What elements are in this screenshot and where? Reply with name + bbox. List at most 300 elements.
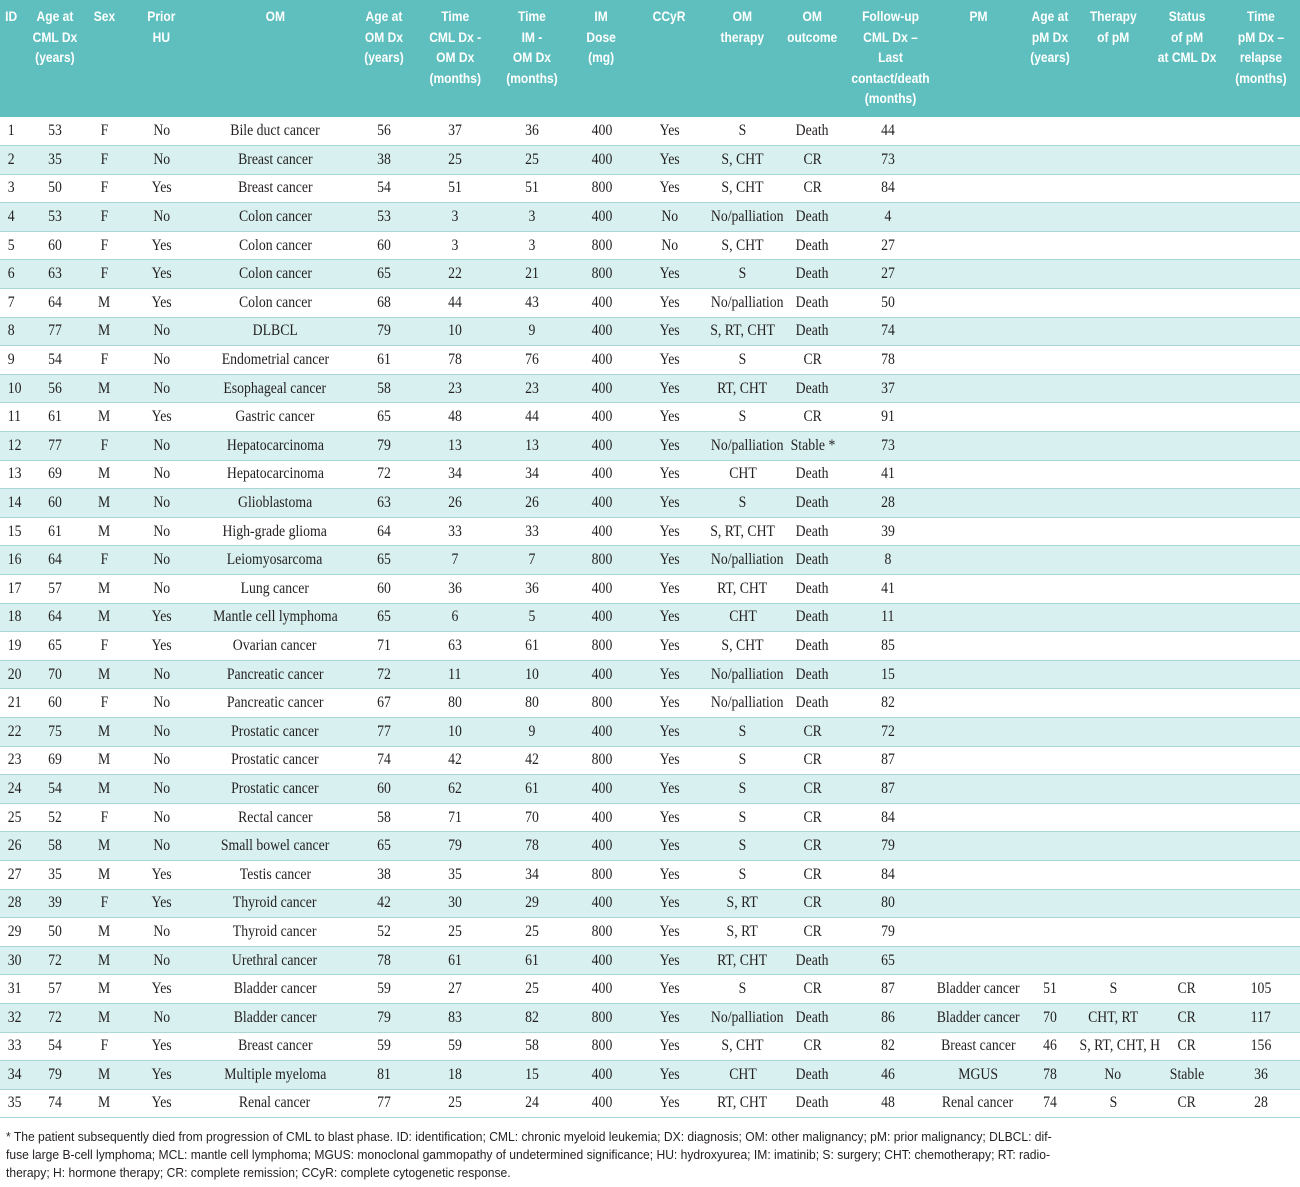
table-cell [124,1061,199,1090]
cell-text: Ovarian cancer [233,636,317,654]
table-cell [845,489,930,518]
cell-text: 64 [48,608,62,626]
table-cell [569,460,634,489]
column-header [1026,0,1073,117]
table-cell [930,460,1026,489]
table-cell [416,1003,494,1032]
table-cell [0,403,26,432]
cell-text: 37 [880,379,895,397]
cell-text: 82 [524,1008,539,1026]
table-cell [845,374,930,403]
table-cell [199,374,351,403]
table-cell [569,1003,634,1032]
cell-text: 7 [7,293,15,311]
table-cell [930,346,1026,375]
cell-text: 72 [48,1008,62,1026]
table-cell [705,460,780,489]
table-cell [494,289,569,318]
cell-text: No [153,208,170,226]
table-cell [845,460,930,489]
table-cell [1153,517,1221,546]
column-header-line: Time [1246,8,1275,24]
cell-text: 60 [48,694,62,712]
cell-text: F [100,894,108,912]
table-cell [26,374,84,403]
table-cell [634,918,705,947]
cell-text: Bile duct cancer [230,122,320,140]
table-cell [930,1003,1026,1032]
table-cell [26,146,84,175]
table-cell [569,689,634,718]
table-cell [26,1061,84,1090]
table-row [0,432,1300,461]
table-cell [1026,146,1073,175]
table-cell [199,946,351,975]
cell-text: Yes [659,922,680,940]
table-cell [569,946,634,975]
cell-text: No [153,351,170,369]
table-cell [1026,889,1073,918]
table-cell [845,432,930,461]
cell-text: 2 [7,150,15,168]
cell-text: 80 [524,694,539,712]
cell-text: 61 [48,408,62,426]
table-cell [1026,374,1073,403]
table-cell [124,546,199,575]
table-cell [494,803,569,832]
column-header-line: Age at [1031,8,1068,24]
table-cell [351,803,416,832]
cell-text: Yes [659,951,680,969]
table-cell [84,1061,124,1090]
cell-text: 64 [48,293,62,311]
cell-text: 400 [591,1065,612,1083]
column-header-line: at CML Dx [1157,49,1217,65]
cell-text: 79 [376,1008,391,1026]
cell-text: 400 [591,351,612,369]
cell-text: M [97,379,111,397]
table-cell [1073,203,1153,232]
table-cell [416,260,494,289]
cell-text: 33 [448,522,462,540]
cell-text: 42 [376,894,391,912]
table-cell [199,832,351,861]
cell-text: 28 [1253,1094,1268,1112]
table-cell [1221,289,1300,318]
column-header-line: OM Dx [364,28,403,45]
table-cell [1221,260,1300,289]
cell-text: CR [803,922,822,940]
cell-text: No [153,837,170,855]
cell-text: M [97,751,111,769]
cell-text: CR [1177,1037,1197,1055]
table-cell [780,1032,845,1061]
cell-text: F [100,551,108,569]
table-cell [1073,117,1153,146]
cell-text: 78 [880,351,895,369]
table-cell [26,1032,84,1061]
cell-text: CR [1177,1008,1197,1026]
table-cell [84,1003,124,1032]
table-cell [930,860,1026,889]
table-cell [930,632,1026,661]
table-cell [0,946,26,975]
table-cell [1153,889,1221,918]
cell-text: Yes [659,1065,680,1083]
cell-text: CR [803,837,822,855]
cell-text: Esophageal cancer [223,379,327,397]
table-cell [845,860,930,889]
table-cell [84,203,124,232]
table-cell [1073,146,1153,175]
table-cell [780,203,845,232]
table-cell [416,317,494,346]
table-cell [930,1061,1026,1090]
table-cell [634,146,705,175]
table-cell [780,832,845,861]
cell-text: 79 [376,436,391,454]
column-header [494,0,569,117]
table-cell [1073,889,1153,918]
cell-text: No [153,665,170,683]
cell-text: 79 [448,837,462,855]
cell-text: 44 [880,122,895,140]
table-cell [1026,460,1073,489]
table-cell [26,946,84,975]
table-cell [1153,603,1221,632]
table-cell [124,432,199,461]
table-cell [845,689,930,718]
cell-text: Breast cancer [237,179,313,197]
table-cell [124,918,199,947]
cell-text: 3 [451,236,459,254]
cell-text: 59 [376,980,391,998]
cell-text: 70 [1042,1008,1057,1026]
column-header [634,0,705,117]
table-cell [705,489,780,518]
table-cell [845,546,930,575]
table-cell [494,432,569,461]
column-header-line: OM [732,8,753,24]
cell-text: 23 [524,379,539,397]
table-cell [1026,832,1073,861]
table-cell [84,374,124,403]
cell-text: S, CHT [721,636,764,654]
cell-text: 72 [376,665,391,683]
table-cell [1073,946,1153,975]
cell-text: 25 [448,922,462,940]
table-cell [705,632,780,661]
column-header-line: Sex [93,8,115,24]
table-cell [1026,918,1073,947]
cell-text: Colon cancer [238,293,312,311]
table-row [0,660,1300,689]
column-header-line: pM Dx [1031,28,1068,45]
table-cell [124,575,199,604]
table-cell [930,746,1026,775]
table-row [0,117,1300,146]
cell-text: Death [796,465,829,483]
table-cell [780,860,845,889]
table-cell [494,746,569,775]
cell-text: Colon cancer [238,208,312,226]
table-cell [494,546,569,575]
table-cell [84,1089,124,1118]
table-cell [705,660,784,689]
cell-text: S, CHT [721,179,764,197]
cell-text: 68 [376,293,391,311]
table-cell [930,946,1026,975]
table-cell [351,660,416,689]
table-cell [705,517,780,546]
cell-text: 82 [880,1037,895,1055]
cell-text: Yes [659,894,680,912]
cell-text: RT, CHT [717,951,768,969]
cell-text: Yes [151,179,172,197]
table-cell [199,689,351,718]
table-cell [416,117,494,146]
footnote-line-3: therapy; H: hormone therapy; CR: complete remission; CCyR: complete cytogenetic response. [6,1165,511,1180]
table-cell [351,432,416,461]
table-cell [416,489,494,518]
table-cell [84,260,124,289]
cell-text: 64 [376,522,391,540]
column-header-line: (mg) [588,49,615,65]
table-cell [780,803,845,832]
cell-text: S [738,351,747,369]
cell-text: Renal cancer [942,1094,1014,1112]
cell-text: Death [796,1008,829,1026]
cell-text: No [661,208,678,226]
table-cell [780,603,845,632]
cell-text: 9 [528,722,535,740]
cell-text: M [97,465,111,483]
cell-text: 29 [524,894,539,912]
table-cell [780,575,845,604]
column-header-line: of pM [1171,28,1204,45]
cell-text: 400 [591,408,612,426]
table-cell [1221,603,1300,632]
cell-text: 62 [448,779,462,797]
cell-text: 37 [448,122,462,140]
cell-text: M [97,951,111,969]
table-cell [416,918,494,947]
table-cell [780,975,845,1004]
table-cell [416,632,494,661]
table-cell [199,1061,351,1090]
table-cell [1153,1089,1221,1118]
cell-text: 25 [448,1094,462,1112]
cell-text: Yes [659,551,680,569]
cell-text: 800 [591,751,612,769]
cell-text: 8 [884,551,891,569]
table-cell [705,260,780,289]
cell-text: 58 [524,1037,539,1055]
column-header-line: (months) [1234,69,1287,86]
cell-text: F [100,636,108,654]
table-cell [199,146,351,175]
table-cell [1026,546,1073,575]
table-cell [1153,1061,1221,1090]
cell-text: S [738,865,747,883]
table-cell [26,117,84,146]
cell-text: S [738,837,747,855]
cell-text: 6 [7,265,15,283]
table-cell [84,603,124,632]
table-cell [351,575,416,604]
cell-text: 400 [591,1094,612,1112]
table-cell [0,517,26,546]
cell-text: No [153,694,170,712]
cell-text: No [153,779,170,797]
cell-text: S [738,751,747,769]
table-cell [84,1032,124,1061]
cell-text: Death [796,608,829,626]
table-cell [1153,660,1221,689]
table-cell [0,575,26,604]
table-cell [124,1003,199,1032]
cell-text: Thyroid cancer [233,894,317,912]
table-cell [416,546,494,575]
cell-text: 50 [48,179,62,197]
cell-text: 13 [448,436,462,454]
table-cell [634,432,705,461]
table-cell [845,146,930,175]
table-cell [1026,775,1073,804]
table-cell [416,660,494,689]
cell-text: 54 [48,1037,62,1055]
cell-text: No [153,951,170,969]
table-cell [84,918,124,947]
table-cell [351,1089,416,1118]
table-cell [1026,231,1073,260]
table-cell [199,603,351,632]
table-cell [1221,1003,1300,1032]
table-cell [1153,1032,1221,1061]
table-cell [930,575,1026,604]
column-header [351,0,416,117]
table-cell [0,1089,26,1118]
cell-text: Yes [659,179,680,197]
table-cell [1026,174,1073,203]
table-cell [351,717,416,746]
table-cell [199,203,351,232]
table-cell [1221,803,1300,832]
cell-text: Yes [151,1037,172,1055]
table-cell [84,317,124,346]
table-cell [780,374,845,403]
cell-text: 50 [880,293,895,311]
cell-text: No/palliation [710,694,784,712]
table-cell [634,203,705,232]
table-cell [124,660,199,689]
cell-text: 800 [591,179,612,197]
table-cell [416,832,494,861]
table-cell [705,860,780,889]
table-cell [416,203,494,232]
cell-text: Breast cancer [237,150,313,168]
cell-text: Yes [659,265,680,283]
cell-text: 15 [880,665,895,683]
table-cell [0,717,26,746]
table-cell [1073,346,1153,375]
table-cell [124,689,199,718]
table-cell [351,374,416,403]
table-cell [0,489,26,518]
table-cell [780,660,845,689]
table-cell [124,632,199,661]
table-cell [930,717,1026,746]
table-cell [634,717,705,746]
table-cell [84,146,124,175]
table-cell [124,317,199,346]
cell-text: No [153,122,170,140]
table-cell [84,231,124,260]
table-cell [1073,660,1153,689]
table-cell [494,860,569,889]
cell-text: Yes [659,980,680,998]
table-cell [930,260,1026,289]
table-cell [124,403,199,432]
table-cell [26,489,84,518]
cell-text: DLBCL [252,322,298,340]
cell-text: CR [803,980,822,998]
table-cell [199,975,351,1004]
table-cell [1153,1003,1221,1032]
cell-text: 13 [7,465,22,483]
cell-text: 61 [376,351,391,369]
table-cell [124,117,199,146]
table-cell [634,117,705,146]
table-cell [199,289,351,318]
table-cell [930,1032,1026,1061]
table-cell [1221,918,1300,947]
table-cell [569,403,634,432]
table-cell [199,117,351,146]
table-cell [494,489,569,518]
table-cell [0,289,26,318]
cell-text: 60 [376,236,391,254]
table-cell [1073,860,1153,889]
table-cell [416,1032,494,1061]
table-cell [124,174,199,203]
table-cell [705,1089,780,1118]
cell-text: 25 [7,808,22,826]
table-cell [1153,117,1221,146]
table-cell [0,1032,26,1061]
table-cell [634,975,705,1004]
table-cell [84,546,124,575]
table-cell [634,1003,705,1032]
table-cell [705,717,780,746]
cell-text: M [97,494,111,512]
table-cell [351,1032,416,1061]
table-cell [1026,1089,1073,1118]
table-cell [705,975,780,1004]
table-cell [1026,632,1073,661]
cell-text: 26 [7,837,22,855]
table-cell [1153,546,1221,575]
cell-text: Yes [659,408,680,426]
cell-text: 33 [7,1037,22,1055]
cell-text: 91 [880,408,895,426]
cell-text: No [153,808,170,826]
cell-text: 15 [7,522,22,540]
cell-text: 60 [376,579,391,597]
cell-text: No [153,494,170,512]
cell-text: Prostatic cancer [231,751,319,769]
table-cell [1026,660,1073,689]
